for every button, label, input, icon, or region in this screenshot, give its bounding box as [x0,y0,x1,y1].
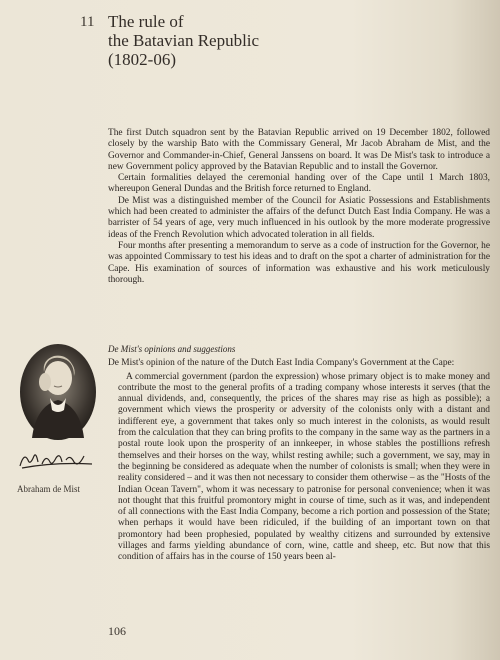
section-opinions [108,344,490,564]
body-text [108,128,490,286]
figure-caption: Abraham de Mist [17,484,80,494]
paragraph-1: The first Dutch squadron sent by the Batavian Republic arrived on 19 December 1802, followed closely by the warship Bato with the Commissary General, Mr Jacob Abraham de Mist, and the Governor and Commander-in-Chief, General Janssens on board. It was De Mist's task to introduce a new Government policy approved by the Batavian Republic and to install the Governor. [108,128,490,172]
chapter-title-line-2: the Batavian Republic [108,31,260,50]
chapter-number: 11 [80,14,95,30]
chapter-title [108,12,408,69]
paragraph-3: De Mist was a distinguished member of the Council for Asiatic Possessions and Establishments which had been created to administer the affairs of the defunct Dutch East India Company. He was a barrister of 54 years of age, very much influenced in his outlook by the more moderate progressive ideas of the French Revolution which advocated toleration in all fields. [108,195,490,240]
section-intro: De Mist's opinion of the nature of the Dutch East India Company's Government at the Cape: [108,358,455,369]
portrait-engraving [18,342,98,442]
chapter-title-line-3: (1802-06) [108,50,176,69]
page-number: 106 [108,624,126,638]
paragraph-4: Four months after presenting a memorandum to serve as a code of instruction for the Governor, he was appointed Commissary to test his ideas and to draft on the spot a charter of administration for the Cape. His examination of sources of information was exhaustive and his work meticulously thorough. [108,240,490,285]
paragraph-2: Certain formalities delayed the ceremonial handing over of the Cape until 1 March 1803, whereupon General Dundas and the British force returned to England. [108,173,490,195]
section-heading: De Mist's opinions and suggestions [108,344,236,354]
signature-image [14,448,96,472]
block-quote: A commercial government (pardon the expression) whose primary object is to make money and contribute the most to the general profits of a trading company whose interests it serves (that the annual dividends, and, consequently, the prices of the shares may rise as high as possible); a government which views the prosperity or adversity of the colonists only with a distant and indifferent eye, a government that takes only so much interest in the colonists, as would result from the calculation that they can bring profits to the company in the same way as the partners in a postal route look upon the prosperity of an innkeeper, in whose stables the postillions refresh themselves and their horses on the way, whilst resting awhile; such a government, we say, may in the beginning be considered as adequate when the number of colonists is small; when they were in reality considered – and it was then not necessary to consider them otherwise – as the "Hosts of the Indian Ocean Tavern", whom it was necessary to patronise for personal convenience; when it was not thought that this fruitful promontory might in course of time, such as it was, and independent of all connections with the East India Company, become a rich portion and possession of the State; when perhaps it would have been ridiculed, if the building of an important town on that promontory had been prophesied, populated by wealthy citizens and surrounded by extensive villages and farms yielding abundance of corn, wine, cattle and sheep, etc. But now that this condition of affairs has in the course of 150 years been al- [118,371,490,563]
chapter-title-line-1: The rule of [108,12,184,31]
